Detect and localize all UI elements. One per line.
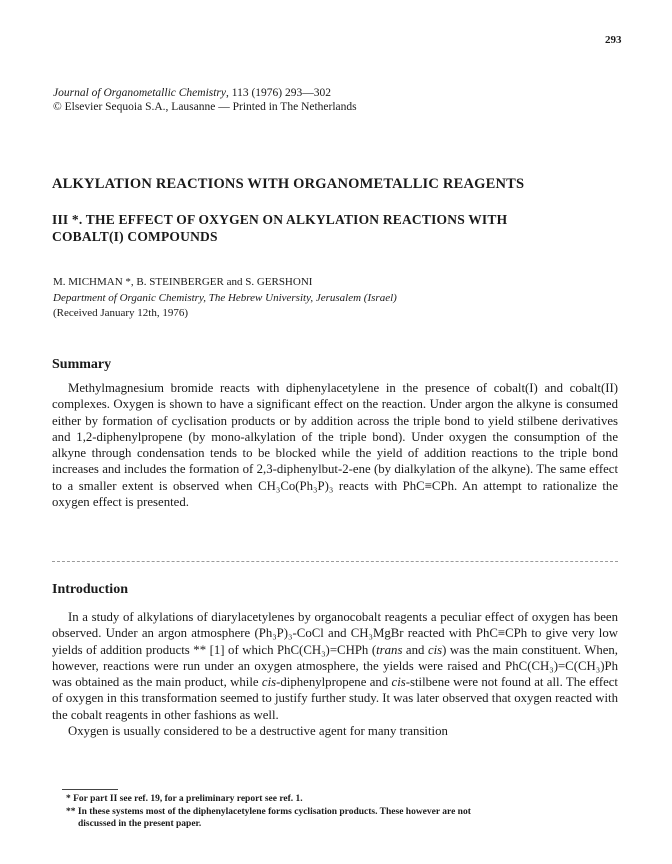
- intro-text-segment: ) was the main constituent. When, however, reactions were run under an oxygen atmosphere, the yields were raised and PhC(CH₃)=C(CH₃)Ph was obtained as the main product, while: [52, 642, 618, 690]
- intro-text-segment: -stilbene were not found at all. The effect of oxygen in this transformation seemed to justify further study. It was later observed that oxygen reacted with the cobalt reagents in other fashions as well.: [52, 675, 618, 722]
- publisher-line: © Elsevier Sequoia S.A., Lausanne — Printed in The Netherlands: [53, 101, 357, 113]
- summary-paragraph: [52, 380, 618, 510]
- introduction-paragraph-1: [52, 609, 618, 723]
- intro-text-segment: and: [402, 642, 428, 657]
- section-divider: [52, 561, 618, 562]
- intro-italic-cis: cis: [391, 675, 406, 690]
- paper-subtitle: [52, 211, 612, 245]
- summary-heading: Summary: [52, 357, 112, 372]
- introduction-paragraph-2: Oxygen is usually considered to be a destructive agent for many transition: [68, 724, 448, 739]
- footnote-2-line-1: ** In these systems most of the diphenylacetylene forms cyclisation products. These however are not: [66, 807, 471, 817]
- paper-title: ALKYLATION REACTIONS WITH ORGANOMETALLIC REAGENTS: [52, 176, 525, 192]
- footnote-rule: [62, 789, 118, 790]
- page-number: 293: [605, 34, 622, 46]
- subtitle-line-1: III *. THE EFFECT OF OXYGEN ON ALKYLATION REACTIONS WITH: [52, 212, 508, 227]
- footnote-2: [66, 806, 626, 830]
- journal-citation: [53, 86, 357, 114]
- intro-italic-trans: trans: [376, 642, 403, 657]
- intro-text-segment: In a study of alkylations of diarylacetylenes by organocobalt reagents a peculiar effect of oxygen has been observed. Under an argon atmosphere (Ph₃P)₃-CoCl and CH₃MgBr reacted with PhC≡CPh to give very low yields of addition products ** [1] of which PhC(CH₃)=CHPh (: [52, 610, 618, 657]
- intro-text-segment: -diphenylpropene and: [276, 675, 392, 690]
- journal-name: Journal of Organometallic Chemistry: [53, 87, 227, 99]
- intro-italic-cis: cis: [261, 675, 277, 690]
- received-date: (Received January 12th, 1976): [53, 307, 189, 319]
- footnote-2-line-2: discussed in the present paper.: [78, 819, 202, 829]
- subtitle-line-2: COBALT(I) COMPOUNDS: [52, 229, 218, 244]
- author-block: [53, 275, 397, 322]
- footnotes: [66, 793, 626, 831]
- summary-text: Methylmagnesium bromide reacts with diphenylacetylene in the presence of cobalt(I) and cobalt(II) complexes. Oxygen is shown to have a significant effect on the reaction. Under argon the alkyne is consumed either by formation of cyclisation products or by addition across the triple bond to yield stilbene derivatives and 1,2-diphenylpropene (by mono-alkylation of the triple bond). Under oxygen the consumption of the alkyne through condensation tends to be blocked while the yield of addition reactions to the triple bond increases and includes the formation of 2,3-diphenylbut-2-ene (by dialkylation of the alkyne). The same effect to a smaller extent is observed when CH₃Co(Ph₃P)₃ reacts with PhC≡CPh. An attempt to rationalize the oxygen effect is presented.: [52, 381, 618, 510]
- intro-italic-cis: cis: [427, 642, 443, 657]
- footnote-1: * For part II see ref. 19, for a preliminary report see ref. 1.: [66, 794, 303, 804]
- introduction-body: [52, 609, 618, 739]
- journal-volume: , 113 (1976) 293—302: [226, 87, 332, 99]
- author-names: M. MICHMAN *, B. STEINBERGER and S. GERSHONI: [53, 276, 313, 288]
- introduction-heading: Introduction: [52, 582, 128, 597]
- author-affiliation: Department of Organic Chemistry, The Hebrew University, Jerusalem (Israel): [53, 291, 397, 304]
